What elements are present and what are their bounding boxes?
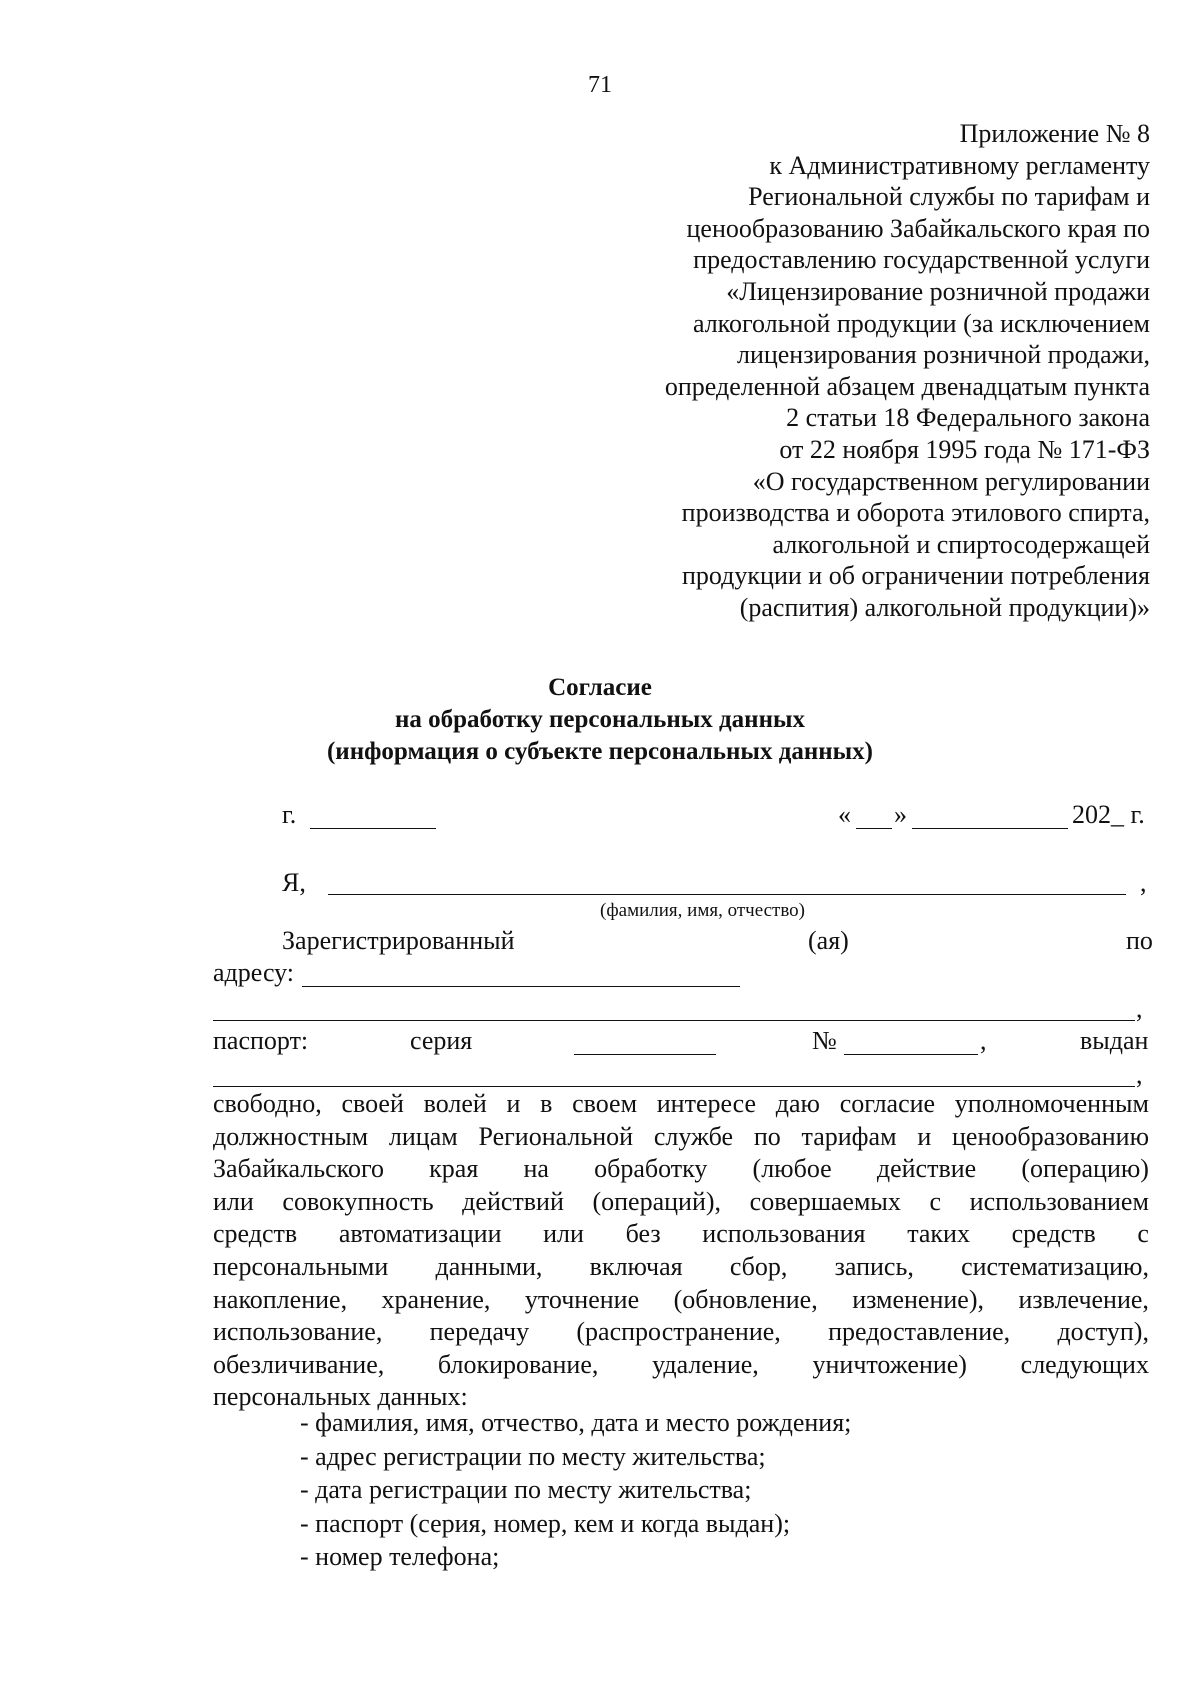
issued-by-comma: ,	[1136, 1060, 1143, 1089]
word: действие	[876, 1154, 977, 1184]
word: и	[917, 1121, 932, 1151]
series-label: серия	[410, 1026, 473, 1055]
data-list-item: - паспорт (серия, номер, кем и когда выдан);	[300, 1508, 791, 1538]
word: и	[506, 1089, 521, 1118]
paragraph-line	[213, 1251, 1149, 1284]
word: средств	[213, 1219, 298, 1249]
appendix-line: 2 статьи 18 Федерального закона	[786, 403, 1150, 433]
word: свободно,	[213, 1089, 322, 1118]
appendix-line: Региональной службы по тарифам и	[748, 182, 1150, 212]
word: следующих	[1020, 1349, 1149, 1379]
data-list-item: - адрес регистрации по месту жительства;	[300, 1441, 766, 1471]
address-field[interactable]	[302, 986, 740, 987]
passport-number-comma: ,	[980, 1026, 987, 1055]
word: совершаемых	[749, 1186, 901, 1216]
appendix-line: продукции и об ограничении потребления	[682, 561, 1150, 591]
word: персональными	[213, 1251, 389, 1281]
paragraph-line	[213, 1316, 1149, 1349]
city-label: г.	[282, 800, 297, 829]
word: без	[625, 1219, 661, 1249]
date-open-quote: «	[838, 800, 851, 829]
document-title: Согласие	[548, 674, 652, 701]
word: использованием	[969, 1186, 1149, 1216]
appendix-line: «Лицензирование розничной продажи	[726, 276, 1150, 306]
full-name-hint: (фамилия, имя, отчество)	[600, 900, 806, 921]
number-label: №	[812, 1026, 837, 1055]
word: Забайкальского	[213, 1154, 384, 1184]
appendix-line: производства и оборота этилового спирта,	[681, 498, 1150, 528]
full-name-comma: ,	[1140, 868, 1147, 897]
word: использования	[702, 1219, 866, 1249]
address-comma: ,	[1136, 994, 1143, 1023]
page-number: 71	[588, 72, 612, 98]
word: таких	[907, 1219, 970, 1249]
word: совокупность	[282, 1186, 434, 1216]
word: лицам	[388, 1121, 458, 1151]
ya-label: Я,	[282, 868, 306, 897]
paragraph-line	[213, 1186, 1149, 1219]
po-word: по	[1126, 926, 1153, 955]
word: сбор,	[729, 1251, 788, 1281]
issued-by-field[interactable]	[213, 1086, 1135, 1087]
word: или	[543, 1219, 584, 1249]
word: с	[929, 1186, 942, 1216]
word: Региональной	[478, 1121, 634, 1151]
word: или	[213, 1186, 254, 1216]
data-list-item: - номер телефона;	[300, 1542, 500, 1571]
paragraph-line	[213, 1349, 1149, 1382]
word: службе	[653, 1121, 734, 1151]
registered-word: Зарегистрированный	[282, 926, 515, 955]
paragraph-line	[213, 1284, 1149, 1317]
date-close-quote: »	[894, 800, 907, 829]
data-list-item: - дата регистрации по месту жительства;	[300, 1475, 752, 1504]
word: волей	[423, 1089, 487, 1118]
word: систематизацию,	[961, 1251, 1149, 1281]
day-field[interactable]	[856, 828, 892, 829]
word: (операций),	[592, 1186, 722, 1216]
appendix-line: алкогольной и спиртосодержащей	[772, 529, 1150, 559]
consent-paragraph	[213, 1088, 1149, 1414]
appendix-header	[590, 118, 1150, 624]
appendix-line: «О государственном регулировании	[752, 466, 1150, 496]
word: с	[1137, 1219, 1149, 1249]
word: (любое	[752, 1154, 832, 1184]
paragraph-line	[213, 1218, 1149, 1251]
paragraph-line	[213, 1121, 1149, 1154]
passport-series-field[interactable]	[574, 1054, 716, 1055]
word: данными,	[435, 1251, 543, 1281]
word: на	[523, 1154, 549, 1184]
appendix-line: предоставлению государственной услуги	[693, 245, 1150, 275]
word: должностным	[213, 1121, 369, 1151]
word: извлечение,	[1018, 1284, 1149, 1314]
paragraph-line	[213, 1153, 1149, 1186]
word: предоставление,	[828, 1317, 1011, 1347]
appendix-line: (распития) алкогольной продукции)»	[739, 592, 1150, 622]
word: обработку	[594, 1154, 708, 1184]
word: средств	[1011, 1219, 1096, 1249]
word: своей	[341, 1089, 404, 1118]
document-subtitle: на обработку персональных данных	[395, 706, 805, 733]
appendix-line: к Административному регламенту	[769, 150, 1150, 180]
paragraph-line	[213, 1088, 1149, 1121]
address-label: адресу:	[213, 958, 295, 987]
registered-suffix: (ая)	[808, 926, 849, 955]
word: хранение,	[381, 1284, 491, 1314]
word: (распространение,	[576, 1317, 781, 1347]
month-field[interactable]	[912, 828, 1068, 829]
word: удаление,	[652, 1349, 759, 1379]
word: действий	[462, 1186, 564, 1216]
full-name-field[interactable]	[328, 894, 1126, 895]
data-list-item: - фамилия, имя, отчество, дата и место рождения;	[300, 1408, 852, 1437]
paragraph-last-line: персональных данных:	[213, 1382, 468, 1412]
issued-label: выдан	[1080, 1026, 1149, 1055]
appendix-line: алкогольной продукции (за исключением	[692, 308, 1150, 338]
word: автоматизации	[338, 1219, 502, 1249]
passport-label: паспорт:	[213, 1026, 309, 1055]
word: края	[429, 1154, 479, 1184]
word: передачу	[429, 1317, 530, 1347]
word: запись,	[834, 1251, 914, 1281]
word: интересе	[656, 1089, 757, 1118]
city-field[interactable]	[310, 828, 436, 829]
word: по	[753, 1121, 781, 1151]
word: уничтожение)	[812, 1349, 967, 1379]
word: включая	[589, 1251, 683, 1281]
appendix-line: ценообразованию Забайкальского края по	[686, 213, 1150, 243]
word: ценообразованию	[952, 1121, 1149, 1151]
word: уточнение	[524, 1284, 640, 1314]
passport-number-field[interactable]	[844, 1054, 978, 1055]
appendix-line: лицензирования розничной продажи,	[736, 340, 1150, 370]
word: доступ),	[1057, 1317, 1149, 1347]
word: своем	[572, 1089, 638, 1118]
word: в	[540, 1089, 553, 1118]
appendix-line: Приложение № 8	[959, 119, 1150, 148]
appendix-line: определенной абзацем двенадцатым пункта	[664, 371, 1150, 401]
word: (обновление,	[673, 1284, 818, 1314]
word: согласие	[839, 1089, 936, 1118]
word: тарифам	[801, 1121, 897, 1151]
word: уполномоченным	[954, 1089, 1149, 1118]
address-field-continued[interactable]	[213, 1020, 1135, 1021]
word: изменение),	[852, 1284, 984, 1314]
word: блокирование,	[437, 1349, 599, 1379]
document-subtitle-info: (информация о субъекте персональных данных)	[326, 738, 873, 765]
word: накопление,	[213, 1284, 348, 1314]
appendix-line: от 22 ноября 1995 года № 171-ФЗ	[779, 434, 1150, 464]
word: (операцию)	[1021, 1154, 1149, 1184]
word: даю	[775, 1089, 820, 1118]
word: использование,	[213, 1317, 383, 1347]
year-label: 202_ г.	[1072, 800, 1145, 829]
word: обезличивание,	[213, 1349, 385, 1379]
